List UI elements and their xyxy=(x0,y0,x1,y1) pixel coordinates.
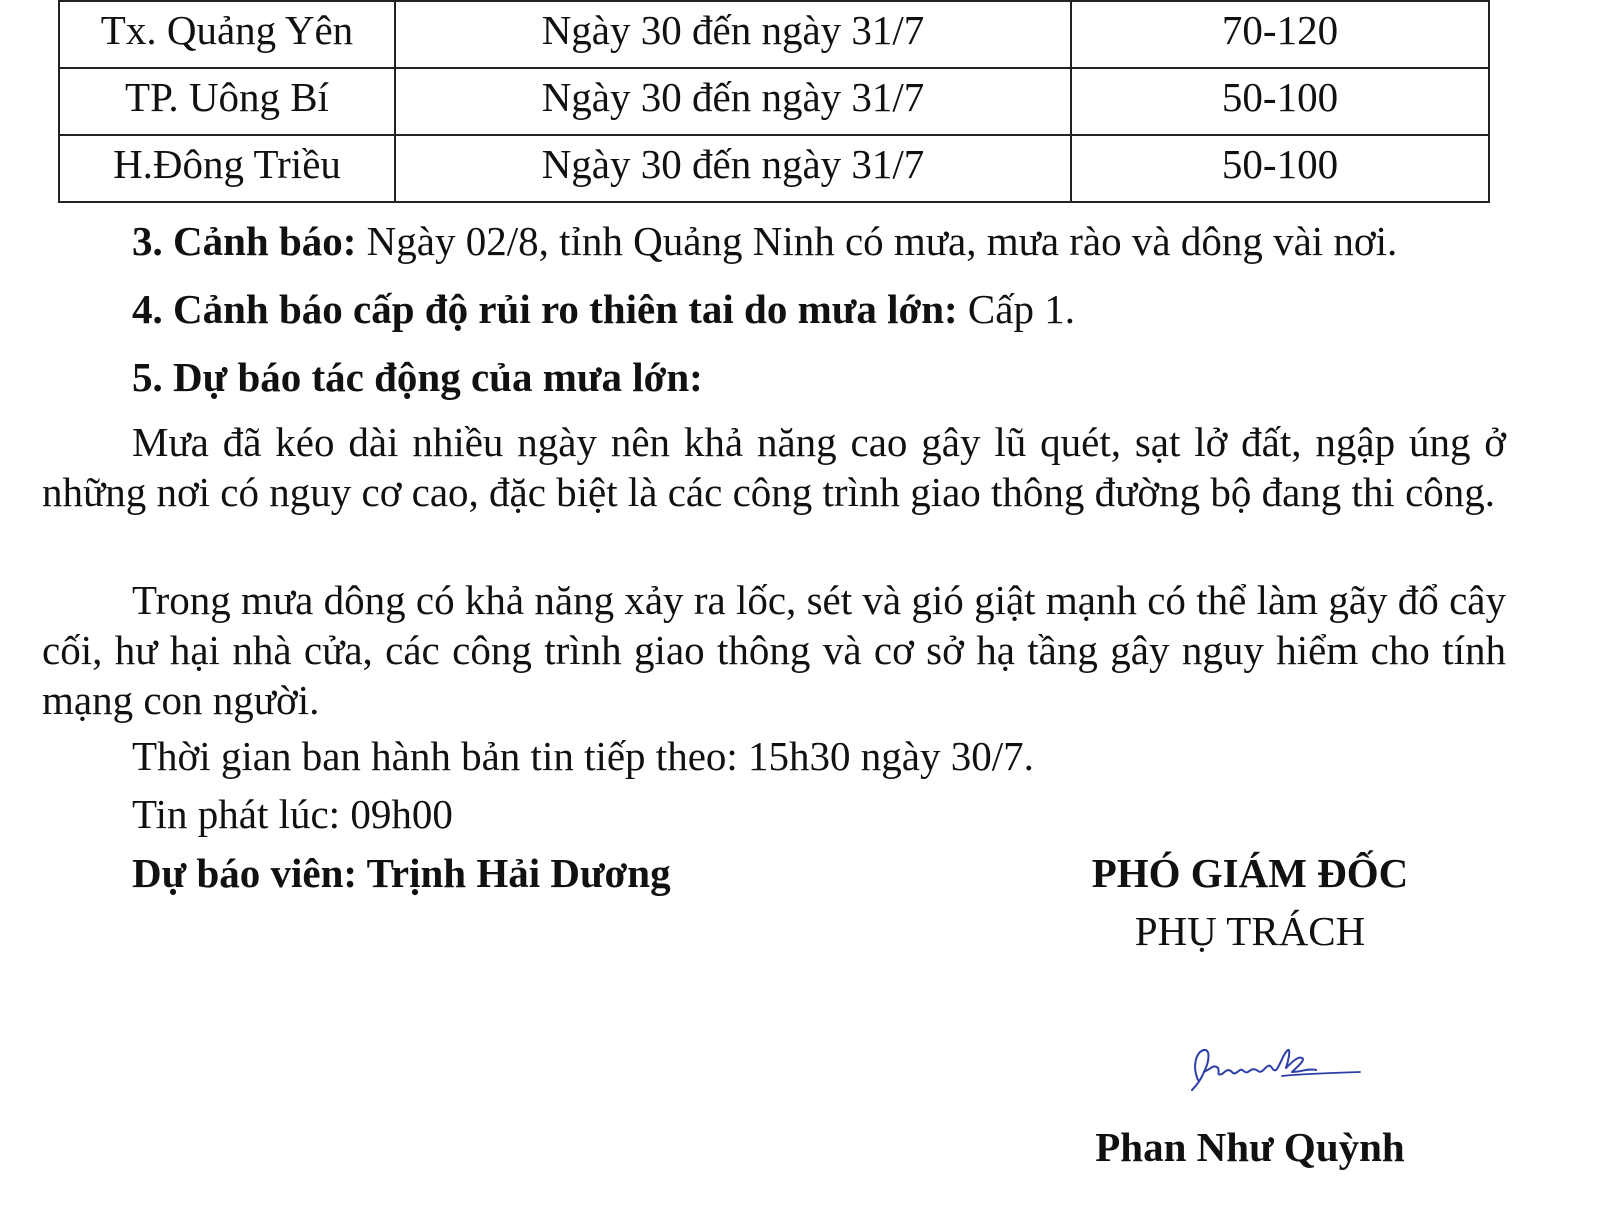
signer-name: Phan Như Quỳnh xyxy=(1095,1124,1405,1170)
signer-title: PHÓ GIÁM ĐỐC xyxy=(1091,850,1409,896)
impact-paragraph-1: Mưa đã kéo dài nhiều ngày nên khả năng cao gây lũ quét, sạt lở đất, ngập úng ở những nơi có nguy cơ cao, đặc biệt là các công trình giao thông đường bộ đang thi công. xyxy=(42,419,1506,515)
place-cell: TP. Uông Bí xyxy=(59,68,395,135)
risk-level-heading: 4. Cảnh báo cấp độ rủi ro thiên tai do mưa lớn: xyxy=(132,286,958,332)
risk-level-section xyxy=(132,284,1075,334)
place-cell: Tx. Quảng Yên xyxy=(59,1,395,68)
table-row xyxy=(59,135,1489,202)
impact-paragraph-2: Trong mưa dông có khả năng xảy ra lốc, sét và gió giật mạnh có thể làm gãy đổ cây cối, hư hại nhà cửa, các công trình giao thông và cơ sở hạ tầng gây nguy hiểm cho tính mạng con người. xyxy=(42,577,1506,723)
forecaster-line xyxy=(132,848,671,898)
impact-section xyxy=(132,352,703,402)
warning-text: Ngày 02/8, tỉnh Quảng Ninh có mưa, mưa rào và dông vài nơi. xyxy=(356,218,1398,264)
warning-section xyxy=(132,216,1397,266)
amount-cell: 50-100 xyxy=(1071,135,1489,202)
rainfall-table xyxy=(58,0,1490,203)
table-row xyxy=(59,68,1489,135)
time-cell: Ngày 30 đến ngày 31/7 xyxy=(395,135,1071,202)
time-cell: Ngày 30 đến ngày 31/7 xyxy=(395,68,1071,135)
time-cell: Ngày 30 đến ngày 31/7 xyxy=(395,1,1071,68)
place-cell: H.Đông Triều xyxy=(59,135,395,202)
signature-image xyxy=(1188,1038,1363,1098)
risk-level-text: Cấp 1. xyxy=(957,286,1075,332)
amount-cell: 50-100 xyxy=(1071,68,1489,135)
warning-heading: 3. Cảnh báo: xyxy=(132,218,357,264)
amount-cell: 70-120 xyxy=(1071,1,1489,68)
signer-subtitle: PHỤ TRÁCH xyxy=(1134,908,1366,954)
next-bulletin-text: Thời gian ban hành bản tin tiếp theo: 15h30 ngày 30/7. xyxy=(132,733,1034,779)
issued-time-text: Tin phát lúc: 09h00 xyxy=(132,791,453,837)
impact-heading: 5. Dự báo tác động của mưa lớn: xyxy=(132,354,703,400)
forecaster-name: Dự báo viên: Trịnh Hải Dương xyxy=(132,850,671,896)
table-row xyxy=(59,1,1489,68)
